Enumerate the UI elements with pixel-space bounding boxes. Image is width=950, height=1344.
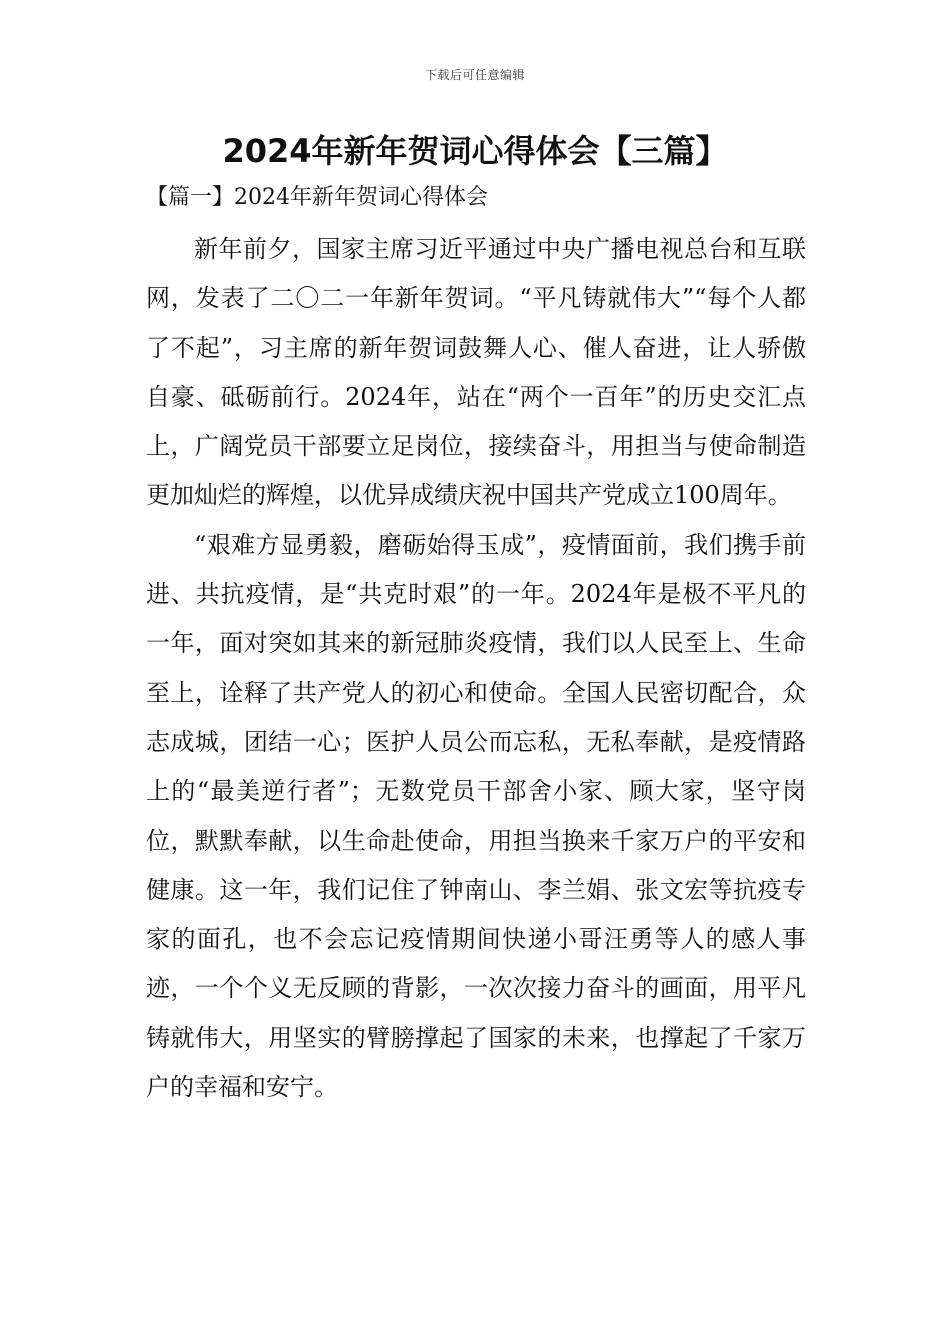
document-title: 2024年新年贺词心得体会【三篇】: [222, 132, 728, 170]
paragraph-1: 新年前夕，国家主席习近平通过中央广播电视总台和互联网，发表了二〇二一年新年贺词。“平凡铸就伟大”“每个人都了不起”，习主席的新年贺词鼓舞人心、催人奋进，让人骄傲自豪、砥砺前行。2024年，站在“两个一百年”的历史交汇点上，广阔党员干部要立足岗位，接续奋斗，用担当与使命制造更加灿烂的辉煌，以优异成绩庆祝中国共产党成立100周年。: [146, 235, 806, 510]
paragraph-2: “艰难方显勇毅，磨砺始得玉成”，疫情面前，我们携手前进、共抗疫情，是“共克时艰”的一年。2024年是极不平凡的一年，面对突如其来的新冠肺炎疫情，我们以人民至上、生命至上，诠释了共产党人的初心和使命。全国人民密切配合，众志成城，团结一心；医护人员公而忘私，无私奉献，是疫情路上的“最美逆行者”；无数党员干部舍小家、顾大家，坚守岗位，默默奉献，以生命赴使命，用担当换来千家万户的平安和健康。这一年，我们记住了钟南山、李兰娟、张文宏等抗疫专家的面孔，也不会忘记疫情期间快递小哥汪勇等人的感人事迹，一个个义无反顾的背影，一次次接力奋斗的画面，用平凡铸就伟大，用坚实的臂膀撑起了国家的未来，也撑起了千家万户的幸福和安宁。: [146, 530, 806, 1102]
section-heading: 【篇一】2024年新年贺词心得体会: [146, 185, 488, 210]
header-note: 下载后可任意编辑: [424, 68, 525, 82]
document-body: [146, 225, 806, 1112]
